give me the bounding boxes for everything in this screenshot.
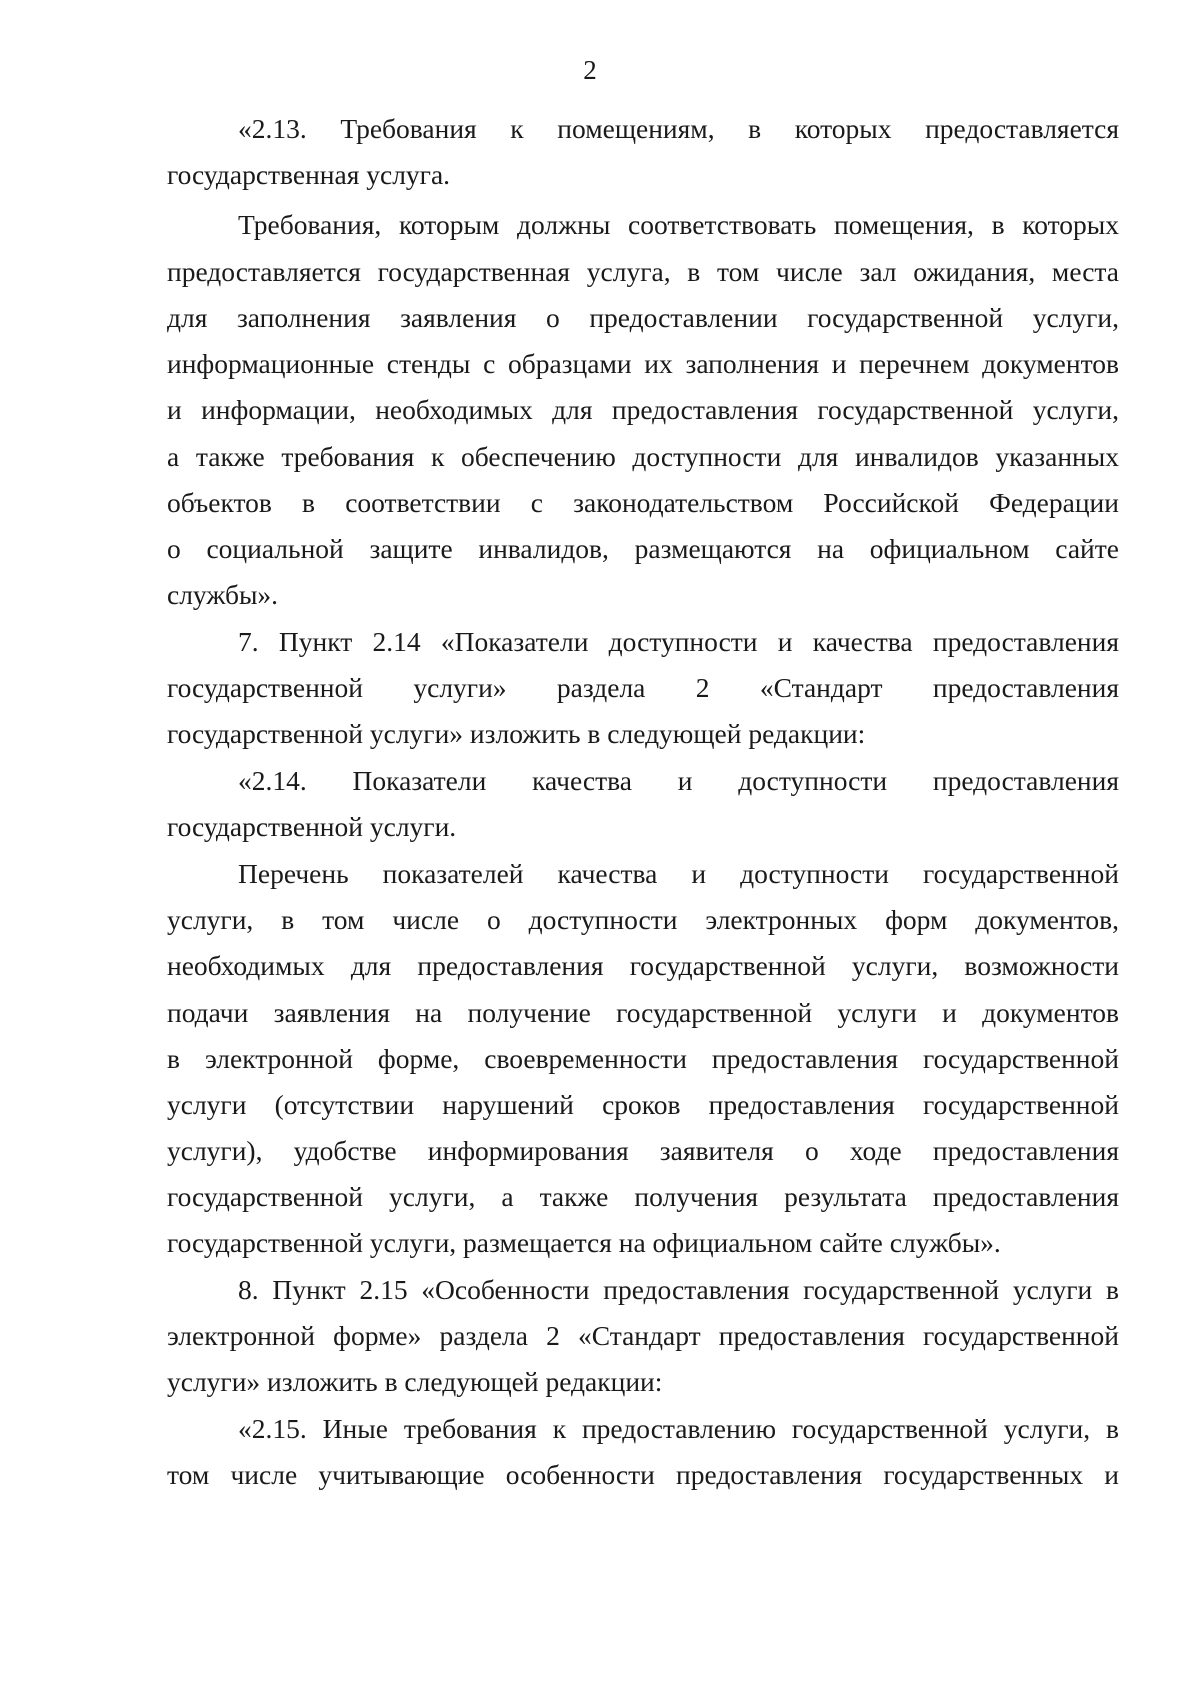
text-line: государственной услуги, размещается на официальном сайте службы». xyxy=(167,1227,1001,1258)
text-line: «2.13. Требования к помещениям, в которых предоставляется xyxy=(238,113,1119,144)
text-line: 8. Пункт 2.15 «Особенности предоставления государственной услуги в xyxy=(238,1274,1119,1305)
text-line: Требования, которым должны соответствовать помещения, в которых xyxy=(238,209,1119,240)
text-line: необходимых для предоставления государственной услуги, возможности xyxy=(167,950,1119,981)
text-line: государственной услуги» раздела 2 «Стандарт предоставления xyxy=(167,672,1119,703)
text-line: электронной форме» раздела 2 «Стандарт предоставления государственной xyxy=(167,1320,1119,1351)
text-line: службы». xyxy=(167,579,279,610)
text-line: услуги), удобстве информирования заявителя о ходе предоставления xyxy=(167,1135,1119,1166)
text-line: информационные стенды с образцами их заполнения и перечнем документов xyxy=(167,348,1119,379)
text-line: предоставляется государственная услуга, в том числе зал ожидания, места xyxy=(167,256,1119,287)
text-line: государственной услуги, а также получения результата предоставления xyxy=(167,1181,1119,1212)
text-line: для заполнения заявления о предоставлении государственной услуги, xyxy=(167,302,1119,333)
text-line: услуги» изложить в следующей редакции: xyxy=(167,1366,663,1397)
text-line: подачи заявления на получение государственной услуги и документов xyxy=(167,997,1119,1028)
text-line: «2.14. Показатели качества и доступности предоставления xyxy=(238,765,1119,796)
text-line: 7. Пункт 2.14 «Показатели доступности и качества предоставления xyxy=(238,626,1119,657)
text-line: о социальной защите инвалидов, размещаются на официальном сайте xyxy=(167,533,1119,564)
text-line: том числе учитывающие особенности предоставления государственных и xyxy=(167,1459,1119,1490)
text-line: государственная услуга. xyxy=(167,159,451,190)
text-line: Перечень показателей качества и доступности государственной xyxy=(238,858,1119,889)
text-line: государственной услуги. xyxy=(167,811,457,842)
text-line: в электронной форме, своевременности предоставления государственной xyxy=(167,1043,1119,1074)
text-line: государственной услуги» изложить в следующей редакции: xyxy=(167,718,866,749)
text-line: а также требования к обеспечению доступности для инвалидов указанных xyxy=(167,441,1119,472)
text-line: и информации, необходимых для предоставления государственной услуги, xyxy=(167,394,1119,425)
text-line: услуги, в том числе о доступности электронных форм документов, xyxy=(167,904,1119,935)
text-line: объектов в соответствии с законодательством Российской Федерации xyxy=(167,487,1119,518)
text-line: услуги (отсутствии нарушений сроков предоставления государственной xyxy=(167,1089,1119,1120)
page-number: 2 xyxy=(583,55,597,85)
text-line: «2.15. Иные требования к предоставлению государственной услуги, в xyxy=(238,1413,1119,1444)
